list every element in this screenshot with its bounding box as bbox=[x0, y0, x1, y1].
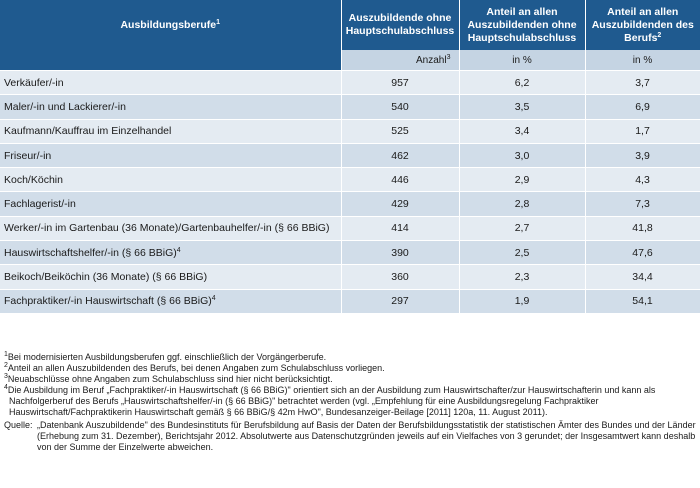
anzahl-cell: 390 bbox=[341, 241, 459, 265]
anzahl-cell: 446 bbox=[341, 168, 459, 192]
anteil-beruf-cell: 47,6 bbox=[585, 241, 700, 265]
anteil-beruf-cell: 34,4 bbox=[585, 265, 700, 289]
anteil-beruf-cell: 6,9 bbox=[585, 95, 700, 119]
beruf-cell: Verkäufer/-in bbox=[0, 71, 341, 95]
footnote: $^4$Die Ausbildung im Beruf „Fachpraktiker/-in Hauswirtschaft (§ 66 BBiG)" orientiert sich an der Ausbildung zum Hauswirtschafter/zur Hauswirtschafterin und kann als Nachfolgerberuf des Berufs „Hauswirtschaftshelfer/-in (§ 66 BBiG)" betrachtet werden (vgl. „Empfehlung für eine Ausbildungsregelung Fachpraktiker Hauswirtschaft/Fachpraktikerin Hauswirtschaft gemäß § 66 BBiG/§ 42m HwO", Bundesanzeiger-Beilage [2011] 120a, 11. August 2011). bbox=[4, 384, 656, 417]
beruf-cell: Fachpraktiker/-in Hauswirtschaft (§ 66 BBiG)$^4$ bbox=[0, 289, 341, 313]
anteil-ohne-cell: 3,5 bbox=[459, 95, 585, 119]
unit-prozent-ohne: in % bbox=[459, 50, 585, 71]
unit-anzahl: Anzahl$^3$ bbox=[341, 50, 459, 71]
footnotes bbox=[4, 352, 698, 418]
header-anzahl: Auszubildende ohne Hauptschulabschluss bbox=[341, 0, 459, 50]
anzahl-cell: 297 bbox=[341, 289, 459, 313]
anteil-beruf-cell: 3,9 bbox=[585, 143, 700, 167]
beruf-cell: Beikoch/Beiköchin (36 Monate) (§ 66 BBiG) bbox=[0, 265, 341, 289]
table-row bbox=[0, 289, 700, 313]
source-label: Quelle: bbox=[4, 420, 33, 430]
table-row bbox=[0, 71, 700, 95]
footnote-ref: 4 bbox=[211, 295, 216, 303]
anteil-ohne-cell: 2,7 bbox=[459, 216, 585, 240]
anteil-ohne-cell: 2,5 bbox=[459, 241, 585, 265]
table-row bbox=[0, 143, 700, 167]
beruf-cell: Friseur/-in bbox=[0, 143, 341, 167]
anteil-ohne-cell: 3,0 bbox=[459, 143, 585, 167]
header-anteil-ohne: Anteil an allen Auszubildenden ohne Hauptschulabschluss bbox=[459, 0, 585, 50]
header-berufe: Ausbildungsberufe$^1$ bbox=[0, 0, 341, 50]
table-body bbox=[0, 71, 700, 313]
footnote: $^3$Neuabschlüsse ohne Angaben zum Schulabschluss sind hier nicht berücksichtigt. bbox=[4, 373, 333, 384]
source-text: „Datenbank Auszubildende" des Bundesinstituts für Berufsbildung auf Basis der Daten der Berufsbildungsstatistik der statistischen Ämter des Bundes und der Länder (Erhebung zum 31. Dezember), Berichtsjahr 2012. Absolutwerte aus Datenschutzgründen jeweils auf ein Vielfaches von 3 gerundet; der Insgesamtwert kann deshalb von der Summe der Einzelwerte abweichen. bbox=[37, 420, 696, 452]
table-row bbox=[0, 119, 700, 143]
beruf-cell: Fachlagerist/-in bbox=[0, 192, 341, 216]
unit-empty bbox=[0, 50, 341, 71]
anteil-ohne-cell: 1,9 bbox=[459, 289, 585, 313]
table-row bbox=[0, 216, 700, 240]
footnote: $^2$Anteil an allen Auszubildenden des Berufs, bei denen Angaben zum Schulabschluss vorliegen. bbox=[4, 362, 385, 373]
anzahl-cell: 540 bbox=[341, 95, 459, 119]
table-row bbox=[0, 168, 700, 192]
anzahl-cell: 360 bbox=[341, 265, 459, 289]
footnote-ref: 4 bbox=[176, 246, 181, 254]
unit-prozent-beruf: in % bbox=[585, 50, 700, 71]
anteil-beruf-cell: 1,7 bbox=[585, 119, 700, 143]
unit-row bbox=[0, 50, 700, 71]
header-row bbox=[0, 0, 700, 50]
table-row bbox=[0, 265, 700, 289]
beruf-cell: Hauswirtschaftshelfer/-in (§ 66 BBiG)$^4$ bbox=[0, 241, 341, 265]
beruf-cell: Kaufmann/Kauffrau im Einzelhandel bbox=[0, 119, 341, 143]
anteil-ohne-cell: 3,4 bbox=[459, 119, 585, 143]
header-anteil-beruf: Anteil an allen Auszubildenden des Berufs$^2$ bbox=[585, 0, 700, 50]
anzahl-cell: 462 bbox=[341, 143, 459, 167]
beruf-cell: Maler/-in und Lackierer/-in bbox=[0, 95, 341, 119]
anzahl-cell: 525 bbox=[341, 119, 459, 143]
anteil-ohne-cell: 2,9 bbox=[459, 168, 585, 192]
source-note bbox=[4, 420, 698, 453]
anteil-ohne-cell: 2,3 bbox=[459, 265, 585, 289]
anteil-beruf-cell: 4,3 bbox=[585, 168, 700, 192]
beruf-cell: Werker/-in im Gartenbau (36 Monate)/Gartenbauhelfer/-in (§ 66 BBiG) bbox=[0, 216, 341, 240]
anzahl-cell: 429 bbox=[341, 192, 459, 216]
anteil-beruf-cell: 3,7 bbox=[585, 71, 700, 95]
anteil-beruf-cell: 7,3 bbox=[585, 192, 700, 216]
table-row bbox=[0, 192, 700, 216]
footnote: $^1$Bei modernisierten Ausbildungsberufen ggf. einschließlich der Vorgängerberufe. bbox=[4, 351, 327, 362]
beruf-cell: Koch/Köchin bbox=[0, 168, 341, 192]
anteil-ohne-cell: 6,2 bbox=[459, 71, 585, 95]
table-row bbox=[0, 95, 700, 119]
anteil-beruf-cell: 41,8 bbox=[585, 216, 700, 240]
anteil-beruf-cell: 54,1 bbox=[585, 289, 700, 313]
anteil-ohne-cell: 2,8 bbox=[459, 192, 585, 216]
anzahl-cell: 957 bbox=[341, 71, 459, 95]
table-row bbox=[0, 241, 700, 265]
anzahl-cell: 414 bbox=[341, 216, 459, 240]
